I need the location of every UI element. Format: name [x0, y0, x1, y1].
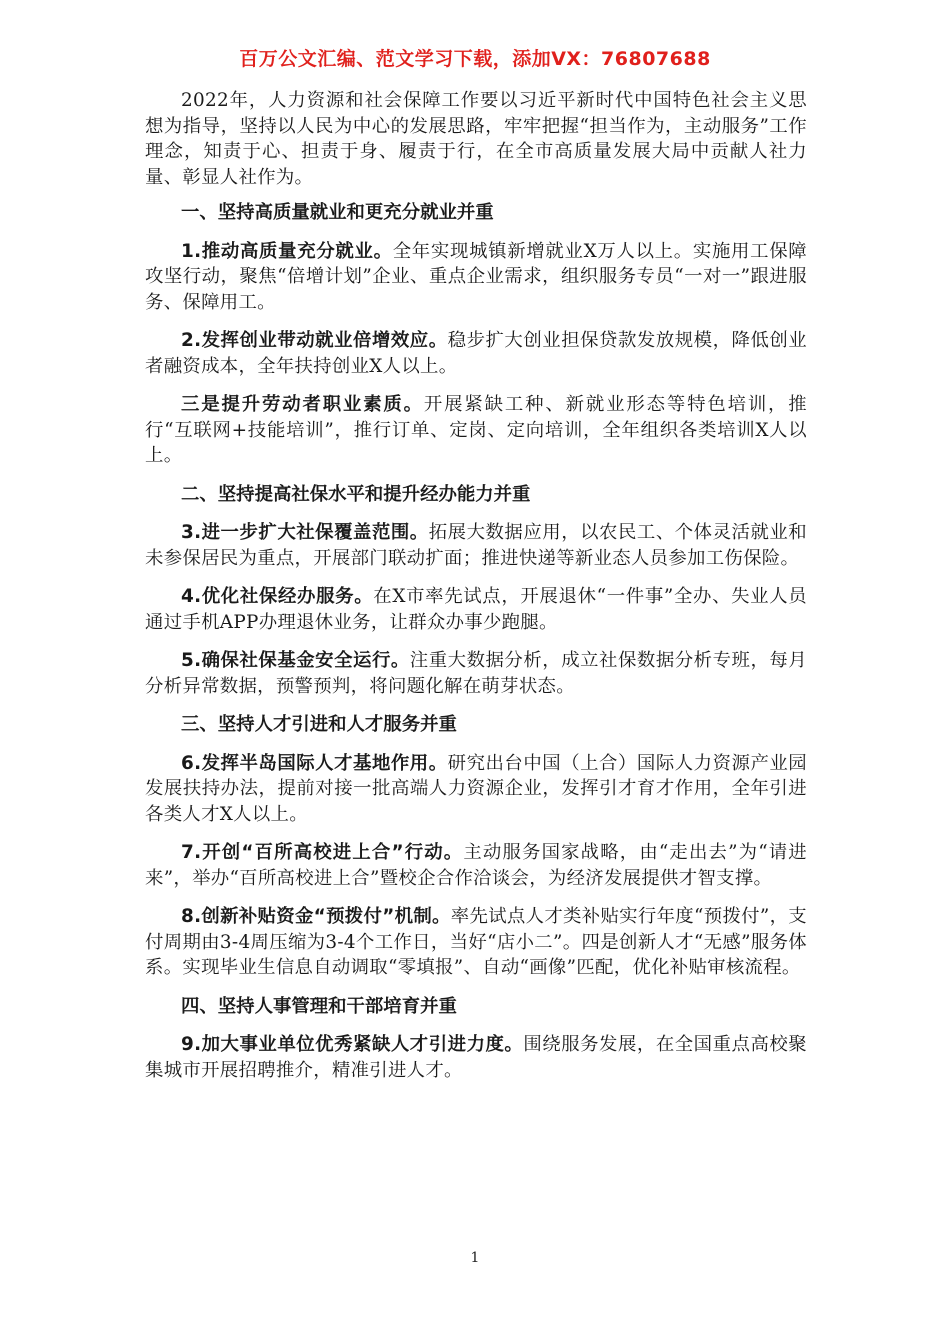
section-heading-4: 四、坚持人事管理和干部培育并重: [181, 995, 457, 1017]
list-item: [145, 584, 807, 635]
header-banner: 百万公文汇编、范文学习下载，添加VX：76807688: [239, 48, 711, 70]
item-body: 主动服务国家战略，由“走出去”为“请进来”，举办“百所高校进上合”暨校企合作洽谈会，为经济发展提供才智支撑。: [145, 842, 808, 889]
document-body: [145, 88, 807, 1096]
intro-paragraph: 2022年，人力资源和社会保障工作要以习近平新时代中国特色社会主义思想为指导，坚持以人民为中心的发展思路，牢牢把握“担当作为，主动服务”工作理念，知责于心、担责于身、履责于行，在全市高质量发展大局中贡献人社力量、彰显人社作为。: [145, 90, 807, 188]
list-item: [145, 751, 807, 828]
list-item: [145, 392, 807, 469]
item-title: 7.开创“百所高校进上合”行动。: [181, 842, 464, 863]
item-title: 4.优化社保经办服务。: [181, 586, 374, 607]
item-title: 9.加大事业单位优秀紧缺人才引进力度。: [181, 1034, 524, 1055]
item-title: 2.发挥创业带动就业倍增效应。: [181, 330, 448, 351]
item-body: 率先试点人才类补贴实行年度“预拨付”，支付周期由3-4周压缩为3-4个工作日，当好“店小二”。四是创新人才“无感”服务体系。实现毕业生信息自动调取“零填报”、自动“画像”匹配，优化补贴审核流程。: [145, 906, 807, 978]
item-title: 5.确保社保基金安全运行。: [181, 650, 410, 671]
item-body: 开展紧缺工种、新就业形态等特色培训，推行“互联网+技能培训”，推行订单、定岗、定向培训，全年组织各类培训X人以上。: [145, 394, 807, 466]
list-item: [145, 840, 807, 891]
page-number: 1: [470, 1250, 480, 1266]
section-heading-2: 二、坚持提高社保水平和提升经办能力并重: [181, 483, 531, 505]
item-body: 全年实现城镇新增就业X万人以上。实施用工保障攻坚行动，聚焦“倍增计划”企业、重点企业需求，组织服务专员“一对一”跟进服务、保障用工。: [145, 240, 807, 313]
item-body: 注重大数据分析，成立社保数据分析专班，每月分析异常数据，预警预判，将问题化解在萌芽状态。: [145, 650, 807, 697]
list-item: [145, 1032, 807, 1083]
item-body: 稳步扩大创业担保贷款发放规模，降低创业者融资成本，全年扶持创业X人以上。: [145, 330, 807, 377]
section-heading-3: 三、坚持人才引进和人才服务并重: [181, 714, 457, 735]
item-body: 在X市率先试点，开展退休“一件事”全办、失业人员通过手机APP办理退休业务，让群众办事少跑腿。: [145, 586, 807, 633]
list-item: [145, 520, 807, 571]
item-body: 围绕服务发展，在全国重点高校聚集城市开展招聘推介，精准引进人才。: [145, 1034, 807, 1081]
list-item: [145, 904, 807, 981]
item-title: 8.创新补贴资金“预拨付”机制。: [181, 906, 451, 927]
item-title: 3.进一步扩大社保覆盖范围。: [181, 522, 429, 543]
item-title: 三是提升劳动者职业素质。: [181, 394, 424, 415]
item-body: 拓展大数据应用，以农民工、个体灵活就业和未参保居民为重点，开展部门联动扩面；推进快递等新业态人员参加工伤保险。: [145, 522, 807, 569]
list-item: [145, 239, 807, 316]
list-item: [145, 328, 807, 379]
list-item: [145, 648, 807, 699]
item-body: 研究出台中国（上合）国际人力资源产业园发展扶持办法，提前对接一批高端人力资源企业，发挥引才育才作用，全年引进各类人才X人以上。: [145, 752, 807, 825]
item-title: 1.推动高质量充分就业。: [181, 240, 393, 262]
item-title: 6.发挥半岛国际人才基地作用。: [181, 752, 448, 774]
section-heading-1: 一、坚持高质量就业和更充分就业并重: [181, 202, 494, 223]
